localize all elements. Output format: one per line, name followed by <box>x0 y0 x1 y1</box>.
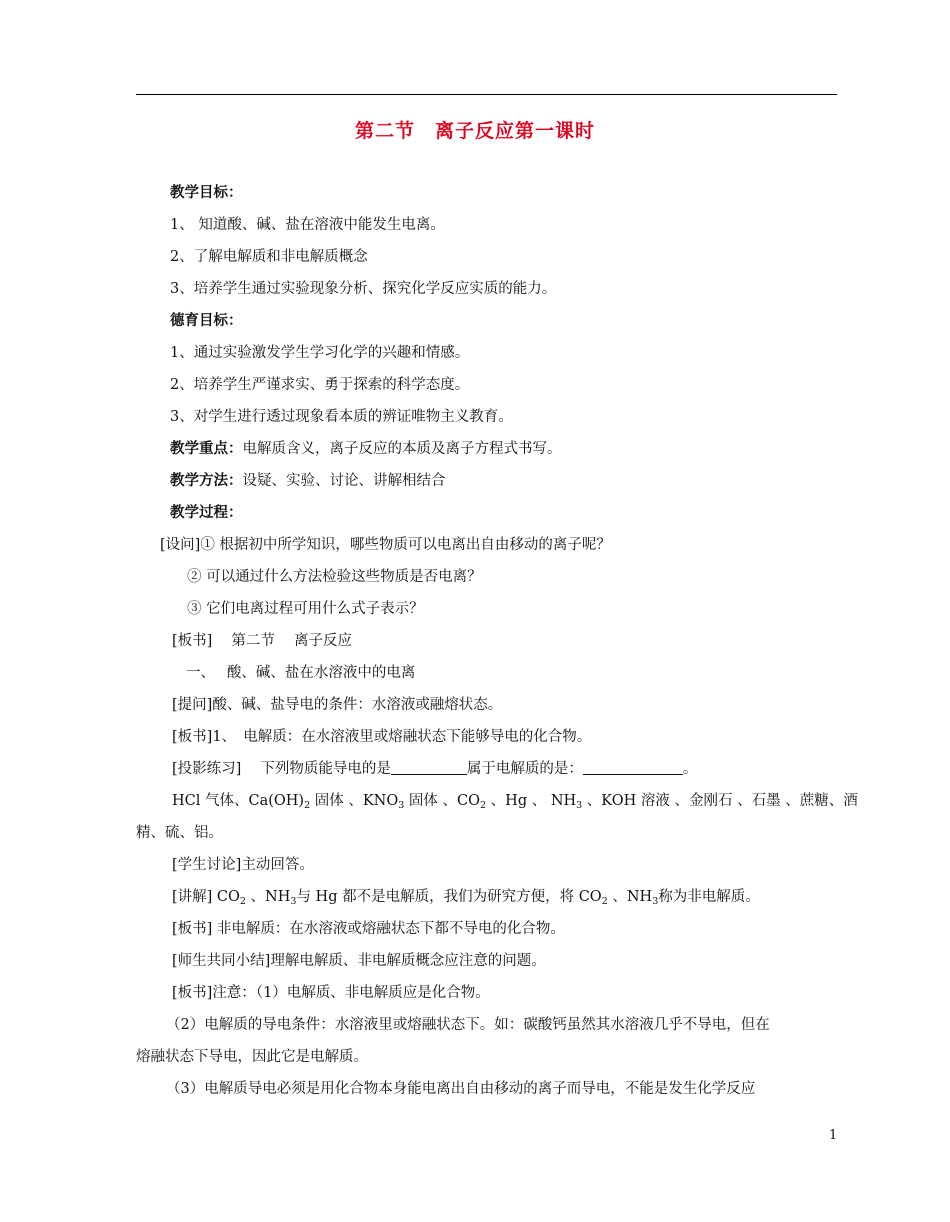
note-2-line-2: 熔融状态下导电，因此它是电解质。 <box>136 1049 368 1065</box>
board-1-subheading: 一、 酸、碱、盐在水溶液中的电离 <box>186 665 416 681</box>
subscript: 3 <box>652 896 659 907</box>
moral-heading: 德育目标： <box>170 313 243 329</box>
key-label: 教学重点： <box>170 441 243 457</box>
material-text: 、Hg 、 NH <box>486 793 577 809</box>
material-text: 固体 、CO <box>404 793 481 809</box>
question-1: [设问]① 根据初中所学知识，哪些物质可以电离出自由移动的离子呢？ <box>160 537 611 553</box>
material-text: 、KOH 溶液 、金刚石 、石墨 、蔗糖、酒 <box>582 793 858 809</box>
page-title: 第二节 离子反应第一课时 <box>354 120 595 142</box>
goal-item-1: 1、 知道酸、碱、盐在溶液中能发生电离。 <box>170 217 445 233</box>
page-number: 1 <box>829 1128 838 1143</box>
method-label: 教学方法： <box>170 473 243 489</box>
question-2: ② 可以通过什么方法检验这些物质是否电离？ <box>187 569 482 585</box>
goal-item-2: 2、了解电解质和非电解质概念 <box>170 249 368 265</box>
lecture-text: 称为非电解质。 <box>658 889 760 905</box>
subscript: 3 <box>398 800 405 811</box>
goals-heading: 教学目标： <box>170 185 243 201</box>
board-nonelectrolyte: [板书] 非电解质：在水溶液或熔融状态下都不导电的化合物。 <box>172 921 565 937</box>
answer-blank-2[interactable] <box>583 760 683 775</box>
moral-item-3: 3、对学生进行透过现象看本质的辨证唯物主义教育。 <box>170 409 513 425</box>
exercise-text-c: 。 <box>682 761 698 777</box>
subscript: 3 <box>290 896 297 907</box>
summary-line: [师生共同小结]理解电解质、非电解质概念应注意的问题。 <box>172 953 546 969</box>
subscript: 3 <box>576 800 583 811</box>
board-notes: [板书]注意：（1）电解质、非电解质应是化合物。 <box>172 985 490 1001</box>
board-1: [板书] 第二节 离子反应 <box>172 633 353 649</box>
materials-list-continued: 精、硫、铝。 <box>136 825 223 841</box>
teaching-method <box>170 471 446 491</box>
subscript: 2 <box>304 800 311 811</box>
board-electrolyte-definition: [板书]1、 电解质：在水溶液里或熔融状态下能够导电的化合物。 <box>172 729 592 745</box>
lecture-text: 与 Hg 都不是电解质，我们为研究方便，将 CO <box>296 889 602 905</box>
student-discussion: [学生讨论]主动回答。 <box>172 857 314 873</box>
lecture-line <box>172 887 760 912</box>
lecture-text: 、NH <box>607 889 653 905</box>
goal-item-3: 3、培养学生通过实验现象分析、探究化学反应实质的能力。 <box>170 281 557 297</box>
method-text: 设疑、实验、讨论、讲解相结合 <box>242 473 446 489</box>
material-text: HCl 气体、Ca(OH) <box>172 793 305 809</box>
exercise-text-b: 属于电解质的是： <box>466 761 583 777</box>
note-3: （3）电解质导电必须是用化合物本身能电离出自由移动的离子而导电，不能是发生化学反应 <box>166 1081 756 1097</box>
process-heading: 教学过程： <box>170 505 243 521</box>
moral-item-2: 2、培养学生严谨求实、勇于探索的科学态度。 <box>170 377 470 393</box>
material-text: 固体 、KNO <box>310 793 399 809</box>
subscript: 2 <box>480 800 487 811</box>
key-text: 电解质含义，离子反应的本质及离子方程式书写。 <box>242 441 562 457</box>
question-conditions: [提问]酸、碱、盐导电的条件：水溶液或融熔状态。 <box>172 697 503 713</box>
answer-blank-1[interactable] <box>391 760 467 775</box>
key-points <box>170 439 562 459</box>
subscript: 2 <box>239 896 246 907</box>
exercise-text-a: [投影练习] 下列物质能导电的是 <box>172 761 391 777</box>
note-2-line-1: （2）电解质的导电条件：水溶液里或熔融状态下。如：碳酸钙虽然其水溶液几乎不导电，但在 <box>166 1017 770 1033</box>
lecture-text: [讲解] CO <box>172 889 240 905</box>
materials-list <box>172 791 858 816</box>
subscript: 2 <box>601 896 608 907</box>
lecture-text: 、NH <box>245 889 291 905</box>
moral-item-1: 1、通过实验激发学生学习化学的兴趣和情感。 <box>170 345 470 361</box>
exercise-prompt <box>172 759 697 779</box>
question-3: ③ 它们电离过程可用什么式子表示？ <box>187 601 424 617</box>
header-rule <box>136 94 837 95</box>
